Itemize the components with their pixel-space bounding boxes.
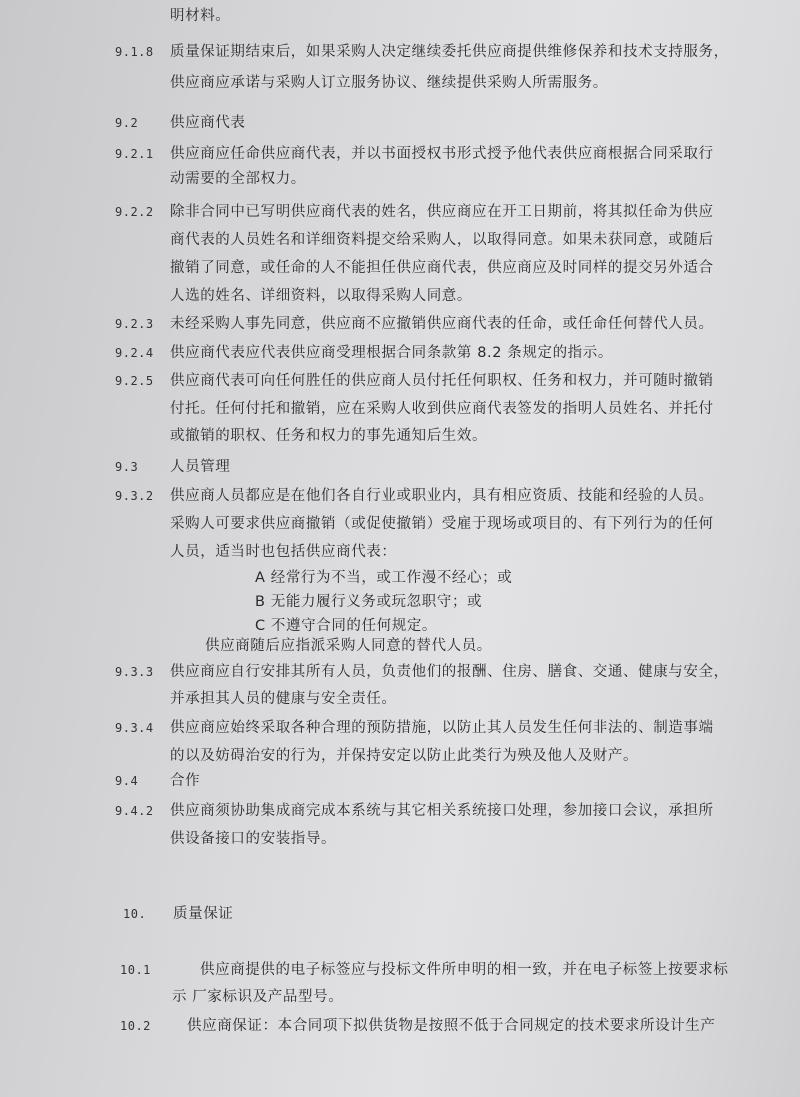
text-line: 并承担其人员的健康与安全责任。 (170, 691, 397, 707)
clause-number: 9.3.4 (115, 721, 154, 735)
text-line: 供应商代表应代表供应商受理根据合同条款第 8.2 条规定的指示。 (170, 345, 613, 361)
text-line: 人选的姓名、详细资料，以取得采购人同意。 (170, 288, 472, 304)
section-number: 9.4 (115, 774, 139, 788)
clause-number: 9.3.2 (115, 489, 154, 503)
text-line: 明材料。 (170, 8, 231, 24)
section-title: 质量保证 (173, 906, 234, 922)
section-title: 人员管理 (170, 459, 231, 475)
list-item: C 不遵守合同的任何规定。 (255, 618, 438, 634)
text-line: 供设备接口的安装指导。 (170, 831, 337, 847)
text-line: 除非合同中已写明供应商代表的姓名，供应商应在开工日期前，将其拟任命为供应 (170, 204, 714, 220)
text-line: 撤销了同意，或任命的人不能担任供应商代表，供应商应及时同样的提交另外适合 (170, 260, 714, 276)
clause-number: 10.2 (120, 1019, 151, 1033)
clause-number: 10.1 (120, 963, 151, 977)
text-line: 人员，适当时也包括供应商代表： (170, 544, 397, 560)
clause-number: 9.1.8 (115, 45, 154, 59)
text-line: 未经采购人事先同意，供应商不应撤销供应商代表的任命，或任命任何替代人员。 (170, 316, 714, 332)
text-line: 采购人可要求供应商撤销（或促使撤销）受雇于现场或项目的、有下列行为的任何 (170, 516, 714, 532)
text-line: 供应商应自行安排其所有人员，负责他们的报酬、住房、膳食、交通、健康与安全， (170, 664, 729, 680)
section-title: 合作 (170, 773, 201, 789)
clause-number: 9.2.5 (115, 374, 154, 388)
list-item: B 无能力履行义务或玩忽职守；或 (255, 594, 483, 610)
text-line: 供应商应承诺与采购人订立服务协议、继续提供采购人所需服务。 (170, 75, 608, 91)
list-item: A 经常行为不当，或工作漫不经心；或 (255, 570, 513, 586)
text-line: 商代表的人员姓名和详细资料提交给采购人，以取得同意。如果未获同意，或随后 (170, 232, 714, 248)
text-line: 供应商提供的电子标签应与投标文件所申明的相一致，并在电子标签上按要求标 (200, 962, 729, 978)
text-line: 供应商应始终采取各种合理的预防措施，以防止其人员发生任何非法的、制造事端 (170, 720, 714, 736)
clause-number: 9.2.1 (115, 147, 154, 161)
text-line: 供应商应任命供应商代表，并以书面授权书形式授予他代表供应商根据合同采取行 (170, 146, 714, 162)
text-line: 供应商代表可向任何胜任的供应商人员付托任何职权、任务和权力，并可随时撤销 (170, 373, 714, 389)
text-line: 供应商须协助集成商完成本系统与其它相关系统接口处理，参加接口会议，承担所 (170, 803, 714, 819)
clause-number: 9.3.3 (115, 665, 154, 679)
text-line: 供应商人员都应是在他们各自行业或职业内，具有相应资质、技能和经验的人员。 (170, 488, 714, 504)
text-line: 的以及妨碍治安的行为，并保持安定以防止此类行为殃及他人及财产。 (170, 748, 639, 764)
text-line: 示 厂家标识及产品型号。 (172, 989, 344, 1005)
clause-number: 9.2.4 (115, 346, 154, 360)
text-line: 动需要的全部权力。 (170, 171, 306, 187)
section-title: 供应商代表 (170, 115, 246, 131)
section-number: 10. (123, 907, 147, 921)
text-line: 付托。任何付托和撤销，应在采购人收到供应商代表签发的指明人员姓名、并托付 (170, 401, 714, 417)
clause-number: 9.2.2 (115, 205, 154, 219)
clause-number: 9.4.2 (115, 804, 154, 818)
text-line: 供应商保证：本合同项下拟供货物是按照不低于合同规定的技术要求所设计生产 (187, 1018, 716, 1034)
section-number: 9.2 (115, 116, 139, 130)
section-number: 9.3 (115, 460, 139, 474)
text-line: 供应商随后应指派采购人同意的替代人员。 (205, 638, 492, 654)
text-line: 或撤销的职权、任务和权力的事先通知后生效。 (170, 428, 488, 444)
text-line: 质量保证期结束后，如果采购人决定继续委托供应商提供维修保养和技术支持服务， (170, 44, 729, 60)
clause-number: 9.2.3 (115, 317, 154, 331)
